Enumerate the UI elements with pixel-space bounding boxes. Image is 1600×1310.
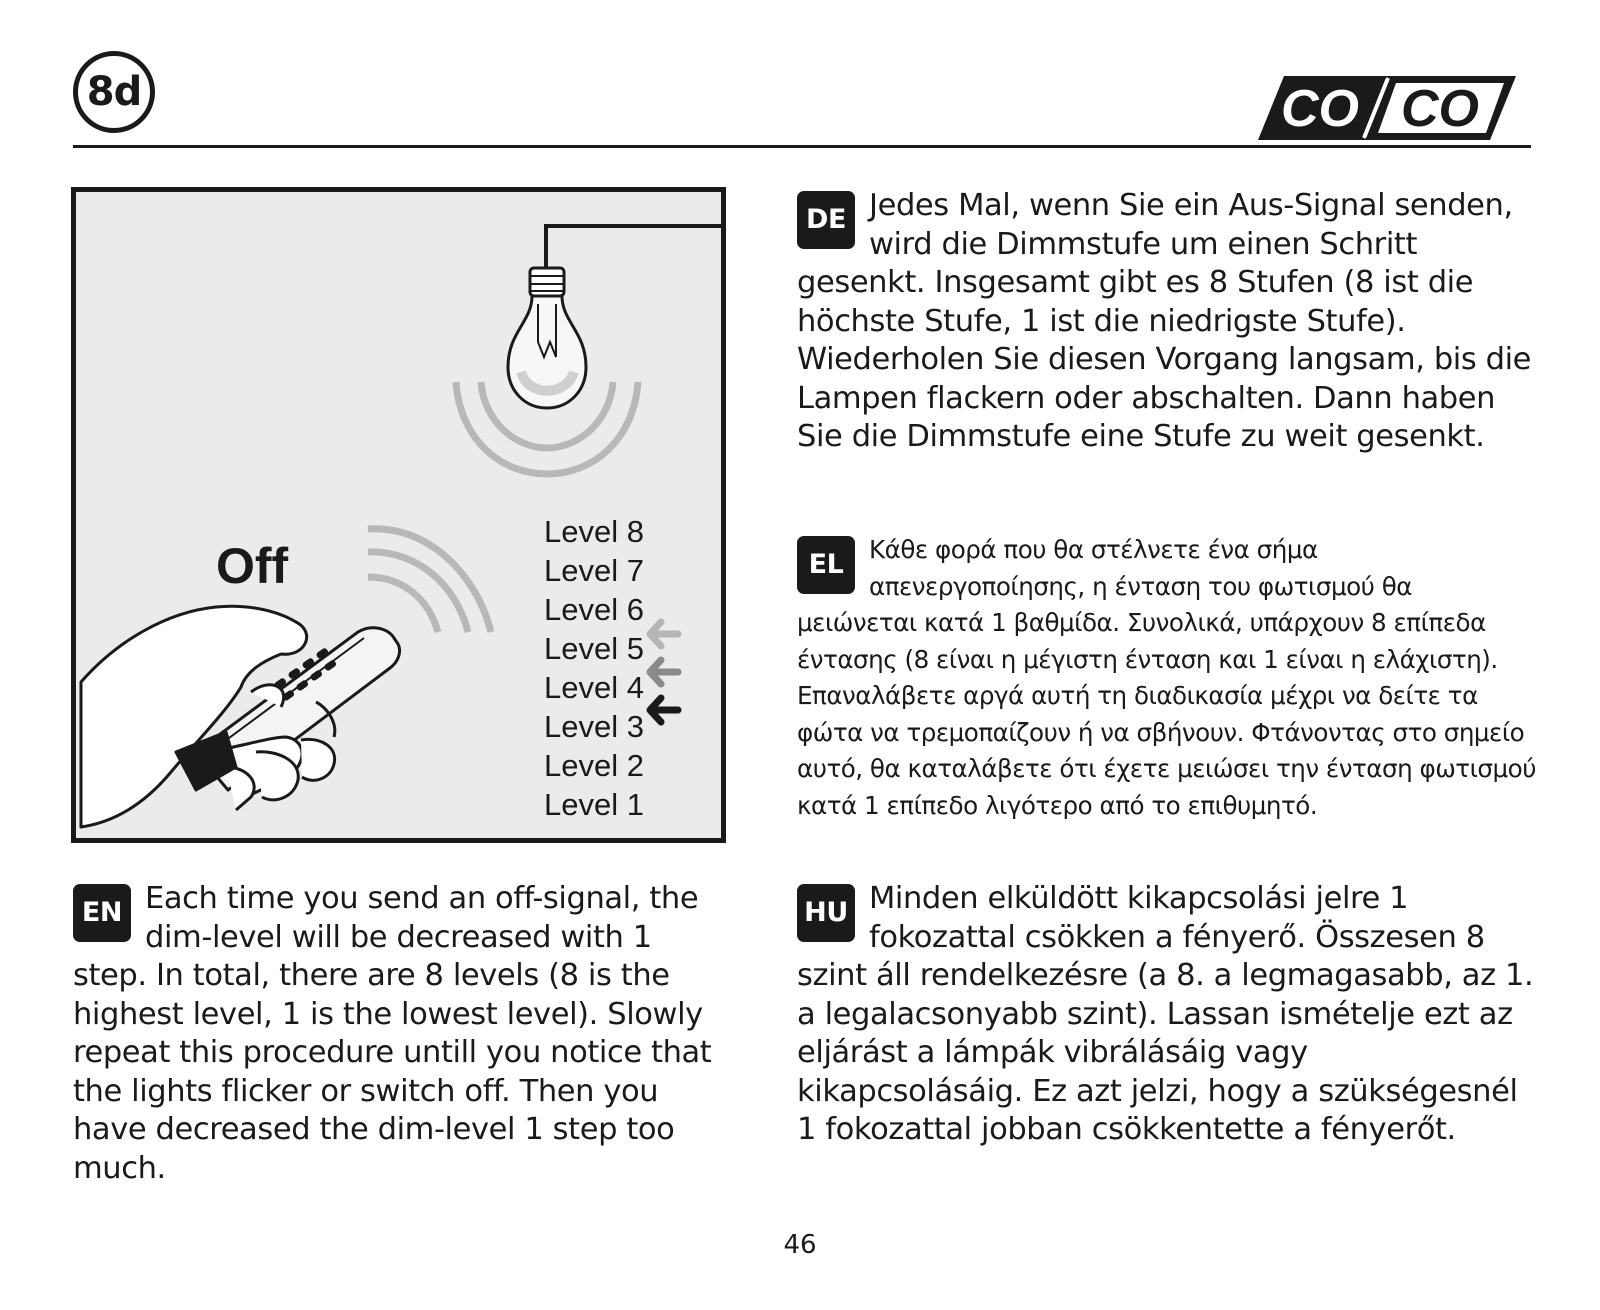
level-item: Level 3: [544, 709, 644, 744]
level-item: Level 2: [544, 748, 644, 783]
level-item: Level 6: [544, 592, 644, 627]
arrow-level-5-icon: [650, 622, 678, 646]
illustration-panel: [71, 187, 726, 843]
section-hu: [797, 880, 1537, 1150]
section-en-text: Each time you send an off-signal, the dim-level will be decreased with 1 step. In total, there are 8 levels (8 is the highest level, 1 is the lowest level). Slowly repeat this procedure untill you notice that the lights flicker or switch off. Then you have decreased the dim-level 1 step too much.: [73, 881, 712, 1186]
logo-text-left: CO: [1281, 80, 1359, 138]
coco-logo: [1258, 74, 1518, 142]
arrow-level-3-icon: [650, 698, 678, 722]
language-tag-el: EL: [797, 536, 855, 594]
lamp-wire: [546, 226, 721, 272]
level-item: Level 5: [544, 631, 644, 666]
page-number: 46: [783, 1230, 817, 1260]
logo-text-right: CO: [1401, 80, 1479, 138]
level-list: [544, 512, 644, 824]
language-tag-hu: HU: [797, 884, 855, 942]
hand-with-remote-icon: [81, 606, 400, 827]
header-divider: [73, 145, 1531, 148]
step-badge: [73, 51, 155, 133]
section-en: [73, 880, 733, 1188]
language-tag-en: EN: [73, 884, 131, 942]
level-item: Level 7: [544, 553, 644, 588]
section-hu-text: Minden elküldött kikapcsolási jelre 1 fokozattal csökken a fényerő. Összesen 8 szint áll rendelkezésre (a 8. a legmagasabb, az 1. a legalacsonyabb szint). Lassan ismételje ezt az eljárást a lámpák vibrálásáig vagy kikapcsolásáig. Ez azt jelzi, hogy a szükségesnél 1 fokozattal jobban csökkentette a fényerőt.: [797, 881, 1534, 1147]
section-el-text: Κάθε φορά που θα στέλνετε ένα σήμα απενεργοποίησης, η ένταση του φωτισμού θα μειώνεται κατά 1 βαθμίδα. Συνολικά, υπάρχουν 8 επίπεδα έντασης (8 είναι η μέγιστη ένταση και 1 είναι η ελάχιστη). Επαναλάβετε αργά αυτή τη διαδικασία μέχρι να δείτε τα φώτα να τρεμοπαίζουν ή να σβήνουν. Φτάνοντας στο σημείο αυτό, θα καταλάβετε ότι έχετε μειώσει την ένταση φωτισμού κατά 1 επίπεδο λιγότερο από το επιθυμητό.: [797, 535, 1536, 820]
level-item: Level 1: [544, 787, 644, 822]
section-de-text: Jedes Mal, wenn Sie ein Aus-Signal senden, wird die Dimmstufe um einen Schritt gesenkt. Insgesamt gibt es 8 Stufen (8 ist die höchste Stufe, 1 ist die niedrigste Stufe). Wiederholen Sie diesen Vorgang langsam, bis die Lampen flackern oder abschalten. Dann haben Sie die Dimmstufe eine Stufe zu weit gesenkt.: [797, 188, 1532, 454]
arrow-level-4-icon: [650, 660, 678, 684]
level-item: Level 8: [544, 514, 644, 549]
section-el: [797, 532, 1537, 824]
level-arrows: [650, 622, 678, 722]
language-tag-de: DE: [797, 191, 855, 249]
remote-signal-waves: [368, 529, 491, 632]
off-label: Off: [216, 538, 289, 594]
light-bulb-icon: [508, 268, 586, 408]
step-label: 8d: [86, 69, 142, 115]
level-item: Level 4: [544, 670, 644, 705]
section-de: [797, 187, 1537, 457]
